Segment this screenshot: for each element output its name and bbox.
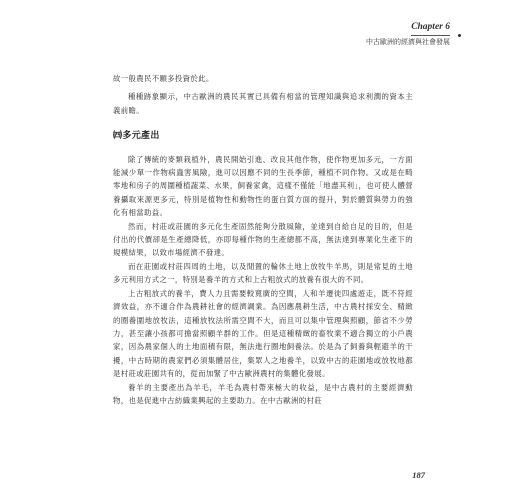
- chapter-label: Chapter 6: [411, 22, 450, 36]
- section-heading: ㈣多元產出: [113, 131, 160, 142]
- running-header: [366, 14, 450, 47]
- paragraph: 種種跡象顯示，中古歐洲的農民其實已具備有相當的管理知識與追求利潤的資本主義前瞻。: [113, 92, 413, 115]
- page-number: 187: [412, 470, 425, 480]
- paragraph: 除了傳統的麥類栽植外，農民開始引進、改良其他作物，使作物更加多元，一方面能減少單一作物病蟲害風險，進可以因應不同的生長季節，種植不同作物。又或是在畸零地和房子的周圍種植蔬菜、水果，飼養家禽，這樣不僅能「地盡其利」，也可使人體營養攝取來源更多元，特別是植物性和動物性的蛋白質方面的提升，對於體質與勞力的強化有相當助益。: [113, 154, 413, 218]
- paragraph: 然而，村莊或莊園的多元化生產固然能夠分散風險，並達到自給自足的目的，但是付出的代價卻是生產總降低，亦即每種作物的生產總都不高，無法達到專業化生產下的規模結果，以致市場經濟不發達。: [113, 221, 413, 258]
- paragraph-continuation: 故一般農民不願多投資於此。: [113, 74, 214, 83]
- page-body: [113, 72, 413, 407]
- header-ornament: [458, 34, 461, 37]
- paragraph: 上古粗放式的養羊，費人力且需要較寬廣的空間，人和羊遷徙四處遊走，既不符經濟效益，亦不適合作為農耕社會的經濟調業。為因應農耕生活，中古農村採安全、精緻的圈養圍地放牧法，這種放牧法所需空間不大，而且可以集中管理與照顧，節省不少勞力，甚至讓小孩都可擔當照顧羊群的工作。但是這種精緻的畜牧業不適合獨立的小戶農家，因為農家個人的土地面積有限，無法進行圈地飼養法。於是為了飼養與輕避羊的干擾，中古時期的農家們必須集體居住，集眾人之地養羊，以致中古的莊園地或放牧地都是村莊或莊園共有的，從而加緊了中古歐洲農村的集體化發展。: [113, 288, 413, 379]
- chapter-subtitle: 中古歐洲的經濟與社會發展: [366, 37, 450, 46]
- paragraph: 養羊的主要產出為羊毛，羊毛為農村帶來極大的收益，是中古農村的主要經濟動物，也是促進中古紡織業興起的主要助力。在中古歐洲的村莊: [113, 382, 413, 405]
- paragraph: 而在莊園或村莊四周的土地，以及閒置的輪休土地上放牧牛羊馬，則是常見的土地多元利用方式之一，特別是養羊的方式和上古粗放式的放養有很大的不同。: [113, 261, 413, 285]
